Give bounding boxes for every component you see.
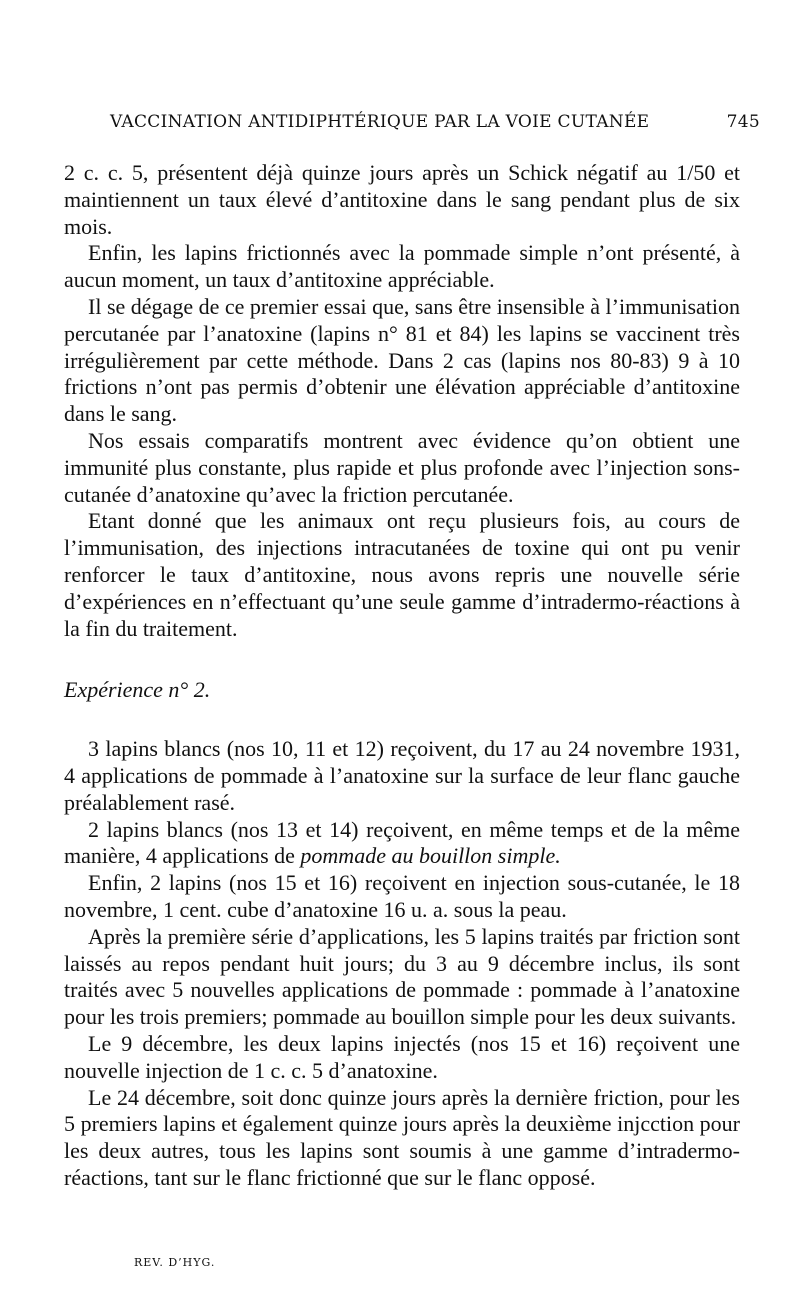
paragraph (64, 817, 740, 871)
paragraph: Enfin, 2 lapins (nos 15 et 16) reçoivent en injection sous-cutanée, le 18 novembre, 1 cent. cube d’anatoxine 16 u. a. sous la peau. (64, 870, 740, 922)
paragraph: Etant donné que les animaux ont reçu plusieurs fois, au cours de l’immunisation, des injections intracutanées de toxine qui ont pu venir renforcer le taux d’antitoxine, nous avons repris une nouvelle série d’expériences en n’effectuant qu’une seule gamme d’intradermo-réactions à la fin du traitement. (64, 508, 740, 641)
header-title: VACCINATION ANTIDIPHTÉRIQUE PAR LA VOIE CUTANÉE (110, 112, 650, 132)
article-body (64, 160, 740, 1192)
paragraph: 3 lapins blancs (nos 10, 11 et 12) reçoivent, du 17 au 24 novembre 1931, 4 applications de pommade à l’anatoxine sur la surface de leur flanc gauche préalablement rasé. (64, 736, 740, 815)
paragraph-text: 2 lapins blancs (nos 13 et 14) reçoivent, en même temps et de la même manière, 4 applications de (64, 816, 740, 869)
italic-phrase: pommade au bouillon simple. (300, 843, 561, 869)
paragraph: Après la première série d’applications, les 5 lapins traités par friction sont laissés au repos pendant huit jours; du 3 au 9 décembre inclus, ils sont traités avec 5 nouvelles applications de pommade : pommade à l’anatoxine pour les trois premiers; pommade au bouillon simple pour les deux suivants. (64, 923, 740, 1030)
paragraph: 2 c. c. 5, présentent déjà quinze jours après un Schick négatif au 1/50 et maintiennent un taux élevé d’antitoxine dans le sang pendant plus de six mois. (64, 160, 740, 239)
footer-signature: REV. D’HYG. (134, 1256, 216, 1269)
paragraph: Le 9 décembre, les deux lapins injectés (nos 15 et 16) reçoivent une nouvelle injection de 1 c. c. 5 d’anatoxine. (64, 1030, 740, 1083)
paragraph: Le 24 décembre, soit donc quinze jours après la dernière friction, pour les 5 premiers lapins et également quinze jours après la deuxième injcction pour les deux autres, tous les lapins sont soumis à une gamme d’intradermo-réactions, tant sur le flanc frictionné que sur le flanc opposé. (64, 1084, 740, 1190)
page-number: 745 (726, 112, 760, 132)
paragraph: Il se dégage de ce premier essai que, sans être insensible à l’immunisation percutanée par l’anatoxine (lapins n° 81 et 84) les lapins se vaccinent très irrégulièrement par cette méthode. Dans 2 cas (lapins nos 80-83) 9 à 10 frictions n’ont pas permis d’obtenir une élévation appréciable d’antitoxine dans le sang. (64, 293, 740, 427)
paragraph: Nos essais comparatifs montrent avec évidence qu’on obtient une immunité plus constante, plus rapide et plus profonde avec l’injection sons-cutanée d’anatoxine qu’avec la friction percutanée. (64, 427, 740, 507)
running-header (110, 112, 760, 136)
section-heading: Expérience n° 2. (64, 677, 211, 703)
paragraph: Enfin, les lapins frictionnés avec la pommade simple n’ont présenté, à aucun moment, un taux d’antitoxine appréciable. (64, 240, 740, 293)
